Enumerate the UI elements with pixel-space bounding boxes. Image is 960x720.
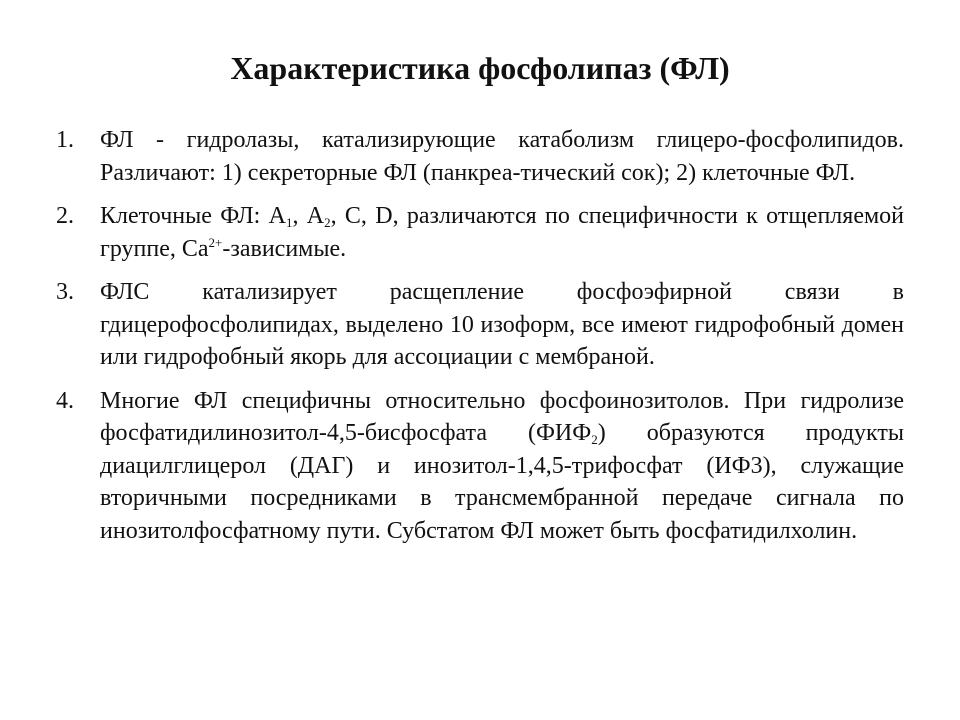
text-run: , С, D, различаются по специфичности к отщепляемой группе, Са xyxy=(100,203,904,262)
numbered-list xyxy=(56,124,904,558)
list-number: 1. xyxy=(56,127,74,153)
list-item-text xyxy=(100,200,904,265)
subscript: 2 xyxy=(324,215,331,230)
list-number: 3. xyxy=(56,279,74,305)
subscript: 2 xyxy=(591,432,598,447)
list-item-4 xyxy=(56,385,904,548)
text-run: , А xyxy=(292,203,325,229)
list-item-3 xyxy=(56,276,904,374)
list-item-2 xyxy=(56,200,904,265)
list-item-text: ФЛ - гидролазы, катализирующие катаболизм глицеро-фосфолипидов. Различают: 1) секреторные ФЛ (панкреа-тический сок); 2) клеточные ФЛ. xyxy=(100,127,904,186)
subscript: 1 xyxy=(285,215,293,230)
list-number: 4. xyxy=(56,387,74,414)
superscript: 2+ xyxy=(208,234,223,250)
list-item-1 xyxy=(56,124,904,189)
text-run: Многие ФЛ специфичны относительно фосфоинозитолов. При гидролизе фосфатидилинозитол-4,5-бисфосфата (ФИФ xyxy=(100,387,904,446)
text-run: -зависимые. xyxy=(222,235,347,262)
list-item-text: ФЛС катализирует расщепление фосфоэфирной связи в гдицерофосфолипидах, выделено 10 изоформ, все имеют гидрофобный домен или гидрофобный якорь для ассоциации с мембраной. xyxy=(100,279,904,370)
slide-title: Характеристика фосфолипаз (ФЛ) xyxy=(230,50,730,86)
text-run: ) образуются продукты диацилглицерол (ДАГ) и инозитол-1,4,5-трифосфат (ИФ3), служащие вторичными посредниками в трансмембранной передаче сигнала по инозитолфосфатному пути. Субстатом ФЛ может быть фосфатидилхолин. xyxy=(100,420,904,544)
list-number: 2. xyxy=(56,203,74,229)
list-item-text xyxy=(100,385,904,548)
text-run: Клеточные ФЛ: А xyxy=(100,203,286,229)
